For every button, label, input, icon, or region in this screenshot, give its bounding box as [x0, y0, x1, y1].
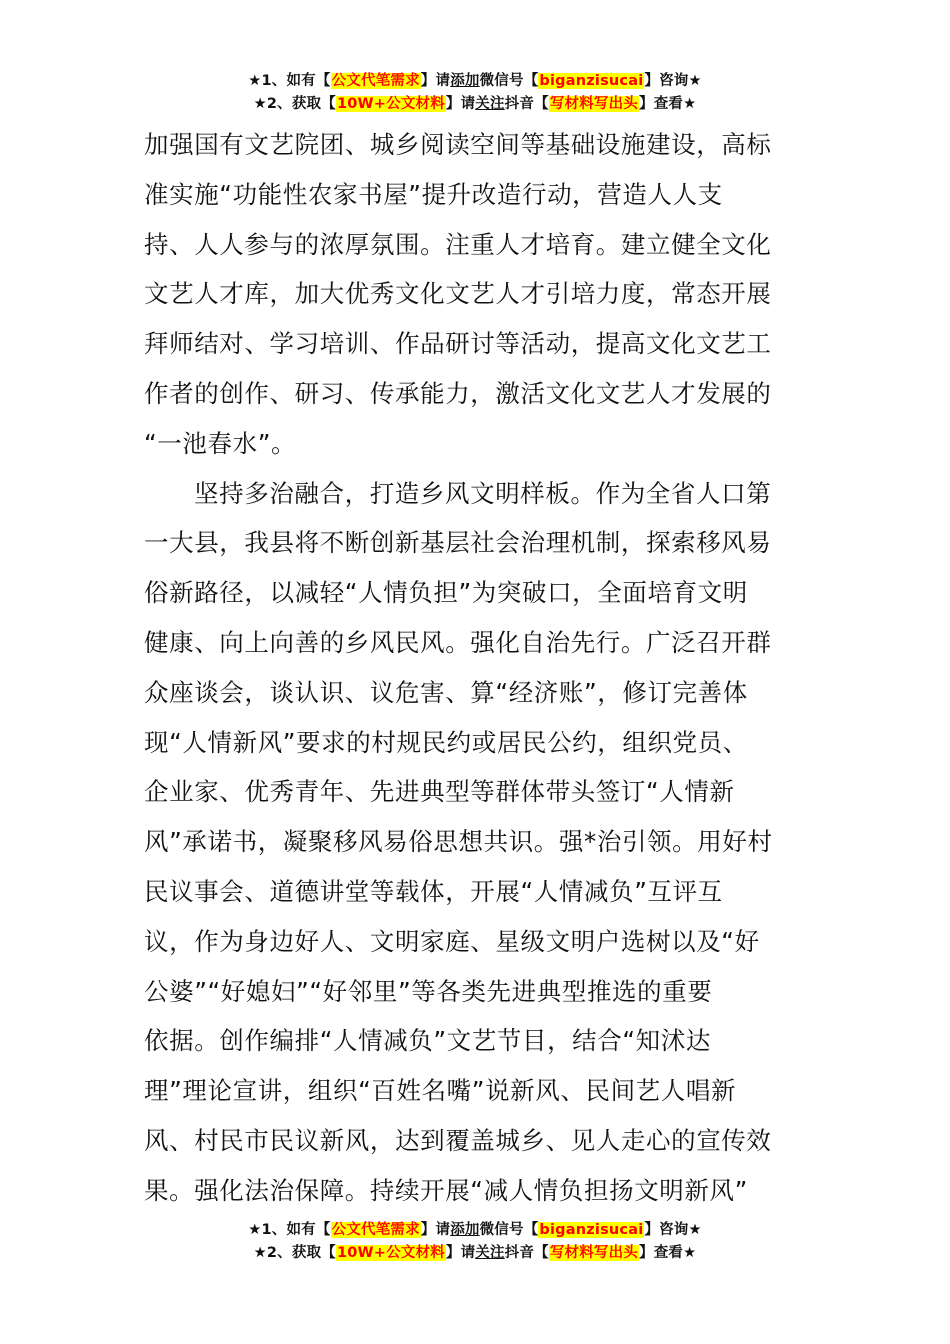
text-line: 一大县，我县将不断创新基层社会治理机制，探索移风易 [144, 528, 772, 558]
underlined-action: 关注 [475, 1245, 505, 1261]
notice-line-2 [0, 93, 950, 116]
notice-line-2 [0, 1242, 950, 1265]
text-line: 企业家、优秀青年、先进典型等群体带头签订“人情新 [144, 777, 735, 807]
notice-text: 】咨询★ [644, 1222, 702, 1238]
text-line: 果。强化法治保障。持续开展“减人情负担扬文明新风” [144, 1175, 748, 1205]
highlight-materials: 10W+公文材料 [336, 96, 445, 112]
text-line: 文艺人才库，加大优秀文化文艺人才引培力度，常态开展 [144, 279, 772, 309]
text-line: 理”理论宣讲，组织“百姓名嘴”说新风、民间艺人唱新 [144, 1076, 737, 1106]
highlight-douyin-account: 写材料写出头 [549, 1245, 639, 1261]
text-line: 作者的创作、研习、传承能力，激活文化文艺人才发展的 [144, 378, 772, 408]
notice-text: ★2、获取【 [253, 1245, 336, 1261]
text-line: 俗新路径，以减轻“人情负担”为突破口，全面培育文明 [144, 578, 748, 608]
notice-text: ★1、如有【 [248, 1222, 331, 1238]
text-line: 健康、向上向善的乡风民风。强化自治先行。广泛召开群 [144, 627, 772, 657]
notice-text: 微信号【 [479, 73, 539, 89]
text-line: 议，作为身边好人、文明家庭、星级文明户选树以及“好 [144, 926, 760, 956]
notice-text: 】查看★ [639, 1245, 697, 1261]
notice-text: 】咨询★ [644, 73, 702, 89]
paragraph-1 [144, 120, 812, 469]
underlined-action: 添加 [450, 1222, 480, 1238]
highlight-service: 公文代笔需求 [331, 1222, 420, 1238]
highlight-wechat-id: biganzisucai [539, 1222, 644, 1238]
text-line: 风、村民市民议新风，达到覆盖城乡、见人走心的宣传效 [144, 1125, 772, 1155]
notice-text: ★1、如有【 [248, 73, 331, 89]
footer-notice [0, 1219, 950, 1265]
highlight-wechat-id: biganzisucai [539, 73, 644, 89]
notice-text: 】查看★ [639, 96, 697, 112]
text-line: 准实施“功能性农家书屋”提升改造行动，营造人人支 [144, 179, 723, 209]
text-line: 风”承诺书，凝聚移风易俗思想共识。强*治引领。用好村 [144, 827, 773, 857]
text-line: 公婆”“好媳妇”“好邻里”等各类先进典型推选的重要 [144, 976, 713, 1006]
text-line: 拜师结对、学习培训、作品研讨等活动，提高文化文艺工 [144, 329, 772, 359]
notice-text: 微信号【 [479, 1222, 539, 1238]
underlined-action: 关注 [475, 96, 505, 112]
text-line: 持、人人参与的浓厚氛围。注重人才培育。建立健全文化 [144, 229, 772, 259]
underlined-action: 添加 [450, 73, 480, 89]
notice-text: 】请 [445, 96, 476, 112]
header-notice [0, 70, 950, 116]
text-line: 现“人情新风”要求的村规民约或居民公约，组织党员、 [144, 727, 748, 757]
text-line: 加强国有文艺院团、城乡阅读空间等基础设施建设，高标 [144, 130, 772, 159]
notice-text: 抖音【 [504, 96, 549, 112]
notice-text: 】请 [420, 73, 451, 89]
text-line: 民议事会、道德讲堂等载体，开展“人情减负”互评互 [144, 876, 723, 906]
highlight-douyin-account: 写材料写出头 [549, 96, 639, 112]
text-line: 众座谈会，谈认识、议危害、算“经济账”，修订完善体 [144, 677, 748, 707]
highlight-service: 公文代笔需求 [331, 73, 420, 89]
highlight-materials: 10W+公文材料 [336, 1245, 445, 1261]
notice-line-1 [0, 70, 950, 93]
text-line: 坚持多治融合，打造乡风文明样板。作为全省人口第 [194, 478, 772, 508]
text-line: 依据。创作编排“人情减负”文艺节目，结合“知沭达 [144, 1026, 711, 1056]
document-body [144, 120, 812, 1216]
text-line: “一池春水”。 [144, 428, 297, 458]
notice-line-1 [0, 1219, 950, 1242]
notice-text: 抖音【 [504, 1245, 549, 1261]
notice-text: 】请 [445, 1245, 476, 1261]
paragraph-2 [144, 469, 812, 1216]
notice-text: ★2、获取【 [253, 96, 336, 112]
notice-text: 】请 [420, 1222, 451, 1238]
